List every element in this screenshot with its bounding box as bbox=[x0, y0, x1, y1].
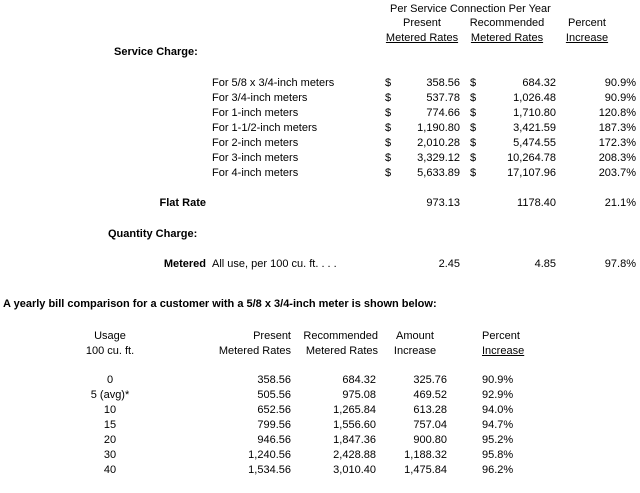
dollar-sign: $ bbox=[470, 137, 477, 149]
flat-rate-label: Flat Rate bbox=[159, 197, 206, 209]
usage-header-line1: Usage bbox=[94, 330, 126, 342]
usage-header-line2: 100 cu. ft. bbox=[85, 345, 135, 357]
meter-size-label: For 2-inch meters bbox=[212, 137, 299, 149]
recommended-bill-value: 2,428.88 bbox=[333, 449, 376, 461]
metered-description: All use, per 100 cu. ft. . . . bbox=[212, 258, 337, 270]
present-bill-value: 799.56 bbox=[257, 419, 291, 431]
cmp-recommended-header-line1: Recommended bbox=[303, 330, 378, 342]
cmp-present-header-line1: Present bbox=[253, 330, 291, 342]
amount-increase-value: 1,475.84 bbox=[404, 464, 447, 476]
amount-increase-value: 325.76 bbox=[413, 374, 447, 386]
group-header: Per Service Connection Per Year bbox=[390, 3, 551, 15]
usage-value: 30 bbox=[103, 449, 117, 461]
present-rate-value: 2,010.28 bbox=[417, 137, 460, 149]
cmp-present-header-line2: Metered Rates bbox=[218, 345, 291, 357]
usage-value: 10 bbox=[103, 404, 117, 416]
meter-size-label: For 4-inch meters bbox=[212, 167, 299, 179]
dollar-sign: $ bbox=[385, 122, 392, 134]
percent-increase-value: 120.8% bbox=[598, 107, 636, 119]
present-bill-value: 1,534.56 bbox=[248, 464, 291, 476]
percent-increase-value: 172.3% bbox=[598, 137, 636, 149]
cmp-recommended-header-line2: Metered Rates bbox=[305, 345, 378, 357]
recommended-bill-value: 684.32 bbox=[342, 374, 376, 386]
metered-present: 2.45 bbox=[438, 258, 460, 270]
dollar-sign: $ bbox=[385, 92, 392, 104]
quantity-charge-label: Quantity Charge: bbox=[108, 228, 198, 240]
metered-recommended: 4.85 bbox=[534, 258, 556, 270]
cmp-percent-header-line1: Percent bbox=[482, 330, 520, 342]
amount-increase-value: 469.52 bbox=[413, 389, 447, 401]
recommended-bill-value: 1,847.36 bbox=[333, 434, 376, 446]
percent-header-line2: Increase bbox=[565, 32, 609, 44]
percent-increase-value: 203.7% bbox=[598, 167, 636, 179]
percent-increase-value: 94.0% bbox=[482, 404, 514, 416]
present-rate-value: 3,329.12 bbox=[417, 152, 460, 164]
present-rate-value: 537.78 bbox=[426, 92, 460, 104]
percent-increase-value: 95.2% bbox=[482, 434, 514, 446]
percent-increase-value: 92.9% bbox=[482, 389, 514, 401]
usage-value: 15 bbox=[103, 419, 117, 431]
present-rate-value: 1,190.80 bbox=[417, 122, 460, 134]
dollar-sign: $ bbox=[470, 77, 477, 89]
percent-increase-value: 187.3% bbox=[598, 122, 636, 134]
recommended-bill-value: 975.08 bbox=[342, 389, 376, 401]
percent-increase-value: 96.2% bbox=[482, 464, 514, 476]
present-bill-value: 505.56 bbox=[257, 389, 291, 401]
dollar-sign: $ bbox=[385, 137, 392, 149]
amount-increase-value: 900.80 bbox=[413, 434, 447, 446]
recommended-rate-value: 17,107.96 bbox=[507, 167, 556, 179]
amount-header-line2: Increase bbox=[393, 345, 437, 357]
percent-increase-value: 90.9% bbox=[482, 374, 514, 386]
dollar-sign: $ bbox=[470, 167, 477, 179]
present-bill-value: 1,240.56 bbox=[248, 449, 291, 461]
cmp-percent-header-line2: Increase bbox=[482, 345, 525, 357]
present-bill-value: 358.56 bbox=[257, 374, 291, 386]
meter-size-label: For 5/8 x 3/4-inch meters bbox=[212, 77, 335, 89]
meter-size-label: For 3/4-inch meters bbox=[212, 92, 308, 104]
recommended-rate-value: 1,026.48 bbox=[513, 92, 556, 104]
recommended-rate-value: 5,474.55 bbox=[513, 137, 556, 149]
recommended-bill-value: 1,265.84 bbox=[333, 404, 376, 416]
percent-increase-value: 90.9% bbox=[604, 77, 636, 89]
dollar-sign: $ bbox=[470, 107, 477, 119]
dollar-sign: $ bbox=[385, 77, 392, 89]
flat-rate-present: 973.13 bbox=[426, 197, 460, 209]
present-bill-value: 946.56 bbox=[257, 434, 291, 446]
service-charge-label: Service Charge: bbox=[114, 46, 198, 58]
recommended-bill-value: 1,556.60 bbox=[333, 419, 376, 431]
dollar-sign: $ bbox=[385, 107, 392, 119]
percent-increase-value: 90.9% bbox=[604, 92, 636, 104]
recommended-header-line2: Metered Rates bbox=[470, 32, 544, 44]
dollar-sign: $ bbox=[385, 152, 392, 164]
flat-rate-recommended: 1178.40 bbox=[517, 197, 556, 209]
percent-increase-value: 208.3% bbox=[598, 152, 636, 164]
percent-increase-value: 95.8% bbox=[482, 449, 514, 461]
usage-value: 0 bbox=[106, 374, 114, 386]
dollar-sign: $ bbox=[470, 92, 477, 104]
recommended-bill-value: 3,010.40 bbox=[333, 464, 376, 476]
present-header-line2: Metered Rates bbox=[385, 32, 459, 44]
usage-value: 5 (avg)* bbox=[90, 389, 130, 401]
metered-label: Metered bbox=[163, 258, 206, 270]
dollar-sign: $ bbox=[470, 122, 477, 134]
comparison-title: A yearly bill comparison for a customer with a 5/8 x 3/4-inch meter is shown below: bbox=[3, 298, 437, 310]
dollar-sign: $ bbox=[385, 167, 392, 179]
meter-size-label: For 3-inch meters bbox=[212, 152, 299, 164]
amount-increase-value: 757.04 bbox=[413, 419, 447, 431]
amount-header-line1: Amount bbox=[396, 330, 434, 342]
present-header-line1: Present bbox=[403, 17, 441, 29]
recommended-rate-value: 10,264.78 bbox=[507, 152, 556, 164]
amount-increase-value: 613.28 bbox=[413, 404, 447, 416]
flat-rate-percent: 21.1% bbox=[604, 197, 636, 209]
recommended-rate-value: 1,710.80 bbox=[513, 107, 556, 119]
percent-header-line1: Percent bbox=[568, 17, 606, 29]
present-rate-value: 358.56 bbox=[426, 77, 460, 89]
amount-increase-value: 1,188.32 bbox=[404, 449, 447, 461]
present-rate-value: 774.66 bbox=[426, 107, 460, 119]
meter-size-label: For 1-1/2-inch meters bbox=[212, 122, 318, 134]
recommended-rate-value: 3,421.59 bbox=[513, 122, 556, 134]
metered-percent: 97.8% bbox=[604, 258, 636, 270]
present-rate-value: 5,633.89 bbox=[417, 167, 460, 179]
usage-value: 40 bbox=[103, 464, 117, 476]
usage-value: 20 bbox=[103, 434, 117, 446]
present-bill-value: 652.56 bbox=[257, 404, 291, 416]
meter-size-label: For 1-inch meters bbox=[212, 107, 299, 119]
dollar-sign: $ bbox=[470, 152, 477, 164]
recommended-rate-value: 684.32 bbox=[522, 77, 556, 89]
percent-increase-value: 94.7% bbox=[482, 419, 514, 431]
recommended-header-line1: Recommended bbox=[469, 17, 545, 29]
